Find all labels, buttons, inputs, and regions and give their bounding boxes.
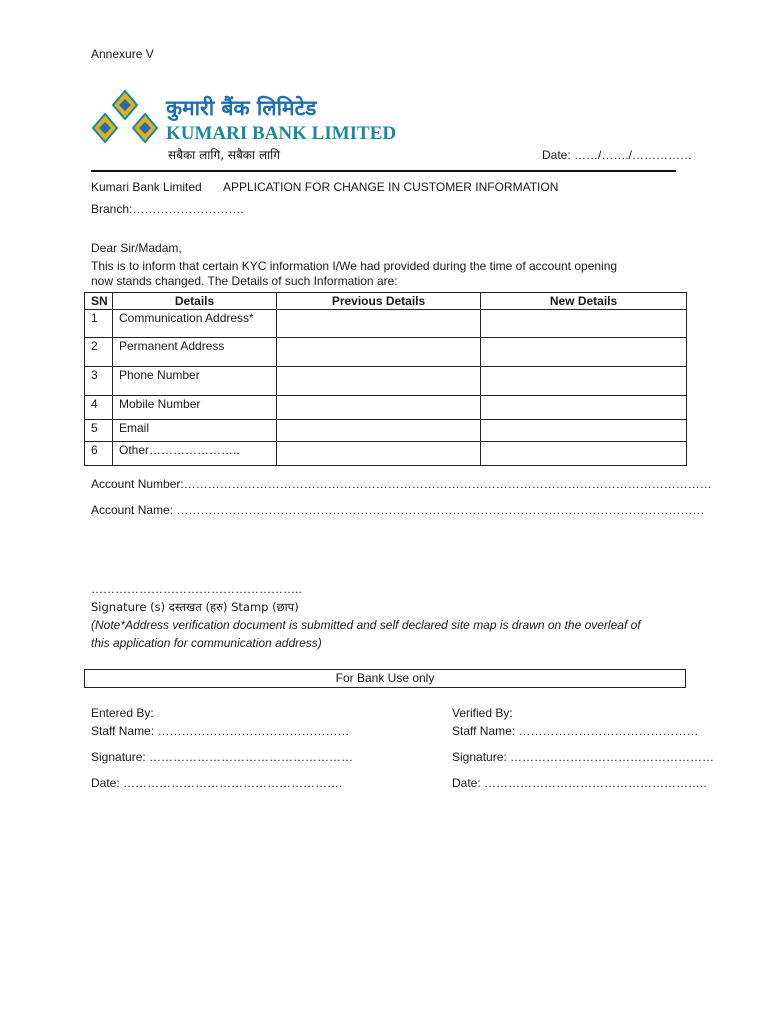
- verified-date-field[interactable]: Date: ………………………………………………..: [452, 776, 707, 790]
- row-detail: Phone Number: [113, 367, 277, 396]
- signature-line[interactable]: ……………………………………………..: [91, 582, 302, 596]
- entered-date-field[interactable]: Date: ……………………………………………….: [91, 776, 343, 790]
- signature-label: Signature (s) दस्तखत (हरु) Stamp (छाप): [91, 600, 299, 614]
- logo-english-name: KUMARI BANK LIMITED: [166, 123, 397, 144]
- bank-name: Kumari Bank Limited: [91, 180, 202, 194]
- salutation: Dear Sir/Madam,: [91, 241, 182, 255]
- header-sn: SN: [85, 293, 113, 310]
- row-previous-cell[interactable]: [277, 310, 481, 338]
- date-line[interactable]: Date: ……/……./……………: [542, 148, 693, 162]
- row-new-cell[interactable]: [481, 442, 687, 466]
- form-title: APPLICATION FOR CHANGE IN CUSTOMER INFORMATION: [223, 180, 559, 194]
- table-row: [85, 310, 687, 338]
- bank-use-banner: For Bank Use only: [84, 669, 686, 688]
- row-detail: Other…………………..: [113, 442, 277, 466]
- row-new-cell[interactable]: [481, 396, 687, 420]
- table-row: [85, 442, 687, 466]
- row-detail: Permanent Address: [113, 338, 277, 367]
- row-previous-cell[interactable]: [277, 396, 481, 420]
- row-previous-cell[interactable]: [277, 338, 481, 367]
- header-details: Details: [113, 293, 277, 310]
- row-sn: 2: [85, 338, 113, 367]
- row-previous-cell[interactable]: [277, 442, 481, 466]
- table-row: [85, 367, 687, 396]
- details-table: [84, 292, 687, 466]
- table-row: [85, 338, 687, 367]
- row-previous-cell[interactable]: [277, 420, 481, 442]
- row-sn: 3: [85, 367, 113, 396]
- verified-by-label: Verified By:: [452, 706, 513, 720]
- row-sn: 6: [85, 442, 113, 466]
- table-row: [85, 420, 687, 442]
- letter-line-2: now stands changed. The Details of such Information are:: [91, 274, 398, 288]
- row-detail: Communication Address*: [113, 310, 277, 338]
- logo-nepali-name: कुमारी बैंक लिमिटेड: [166, 96, 317, 120]
- row-sn: 1: [85, 310, 113, 338]
- row-detail: Mobile Number: [113, 396, 277, 420]
- row-sn: 4: [85, 396, 113, 420]
- verified-staff-name-field[interactable]: Staff Name: ………………………………………: [452, 724, 699, 738]
- verified-signature-field[interactable]: Signature: ……………………………………………: [452, 750, 715, 764]
- branch-field[interactable]: Branch:……………………….: [91, 202, 244, 216]
- row-new-cell[interactable]: [481, 367, 687, 396]
- row-new-cell[interactable]: [481, 310, 687, 338]
- header-divider: [91, 170, 676, 172]
- account-name-field[interactable]: Account Name: ……………………………………………………………………………………………………………………: [91, 503, 705, 517]
- entered-by-label: Entered By:: [91, 706, 154, 720]
- note-line-1: (Note*Address verification document is submitted and self declared site map is drawn on the overleaf of: [91, 618, 641, 632]
- table-header-row: [85, 293, 687, 310]
- entered-staff-name-field[interactable]: Staff Name: …………………………………………: [91, 724, 350, 738]
- header-new: New Details: [481, 293, 687, 310]
- account-number-field[interactable]: Account Number:……………………………………………………………………………………………………………………: [91, 477, 712, 491]
- letter-line-1: This is to inform that certain KYC information I/We had provided during the time of account opening: [91, 259, 618, 273]
- row-detail: Email: [113, 420, 277, 442]
- row-new-cell[interactable]: [481, 338, 687, 367]
- annexure-label: Annexure V: [91, 47, 154, 61]
- row-sn: 5: [85, 420, 113, 442]
- header-previous: Previous Details: [277, 293, 481, 310]
- row-new-cell[interactable]: [481, 420, 687, 442]
- note-line-2: this application for communication address): [91, 636, 322, 650]
- logo-tagline: सबैका लागि, सबैका लागि: [168, 148, 281, 162]
- kumari-bank-logo: [88, 88, 397, 168]
- row-previous-cell[interactable]: [277, 367, 481, 396]
- entered-signature-field[interactable]: Signature: ……………………………………………: [91, 750, 354, 764]
- table-row: [85, 396, 687, 420]
- diamond-emblem-icon: [93, 91, 157, 142]
